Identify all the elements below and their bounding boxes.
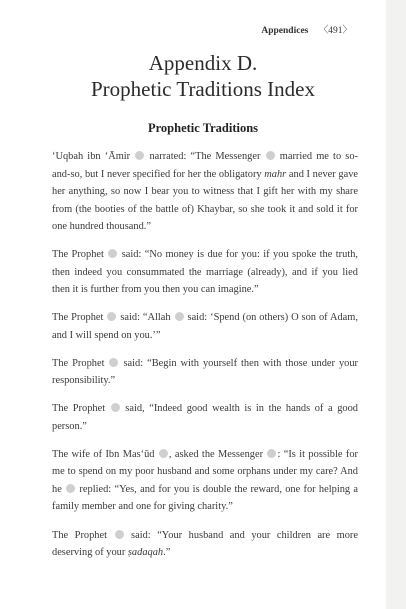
tradition-paragraph bbox=[52, 527, 358, 562]
honorific-icon bbox=[267, 449, 276, 458]
text-run: : “Is it possible for me to spend on my poor husband and some orphans under my care? And he bbox=[52, 448, 358, 495]
running-head-section: Appendices bbox=[261, 26, 309, 36]
honorific-icon bbox=[107, 312, 116, 321]
text-run: said: “Allah bbox=[117, 312, 171, 324]
honorific-icon bbox=[108, 249, 117, 258]
italic-term: ṣadaqah bbox=[127, 547, 164, 559]
text-run: The Prophet bbox=[52, 249, 104, 261]
tradition-paragraph bbox=[52, 246, 358, 299]
chapter-title-line-1: Appendix D. bbox=[148, 51, 258, 75]
text-run: The Prophet bbox=[52, 403, 106, 415]
text-run: said: “Begin with yourself then with those under your responsibility.” bbox=[52, 357, 358, 387]
text-run: said: “No money is due for you: if you spoke the truth, then indeed you consummated the marriage (already), and if you lied then it is further from you then you can imagine.” bbox=[52, 249, 358, 296]
text-run: said, “Indeed good wealth is in the hands of a good person.” bbox=[52, 403, 358, 432]
honorific-icon bbox=[66, 484, 75, 493]
honorific-icon bbox=[115, 530, 124, 539]
tradition-paragraph bbox=[52, 309, 358, 344]
tradition-paragraph bbox=[52, 446, 358, 516]
text-run: married me to so-and-so, but I never specified for her the obligatory bbox=[52, 151, 358, 180]
tradition-paragraph bbox=[52, 400, 358, 435]
chapter-title-line-2: Prophetic Traditions Index bbox=[91, 77, 315, 101]
honorific-icon bbox=[109, 358, 118, 367]
text-run: .” bbox=[163, 547, 171, 559]
honorific-icon bbox=[266, 151, 275, 160]
honorific-icon bbox=[175, 312, 184, 321]
tradition-paragraph bbox=[52, 355, 358, 390]
text-run: said: “Your husband and your children are more deserving of your bbox=[52, 529, 358, 559]
italic-term: mahr bbox=[264, 168, 287, 180]
chapter-title bbox=[0, 50, 406, 102]
tradition-paragraph bbox=[52, 148, 358, 236]
honorific-icon bbox=[159, 449, 168, 458]
text-run: The Prophet bbox=[52, 357, 105, 369]
text-run: said: ‘Spend (on others) O son of Adam, and I will spend on you.’” bbox=[52, 312, 358, 341]
running-head bbox=[261, 22, 352, 36]
text-run: ‘Uqbah ibn ‘Āmir bbox=[52, 151, 131, 162]
text-run: The Prophet bbox=[52, 312, 104, 324]
text-run: and I never gave her anything, so now I bear you to witness that I gift her with my share from (the booties of the battle of) Khaybar, so she took it and sold it for one hundred thousand.” bbox=[52, 168, 358, 232]
text-run: replied: “Yes, and for you is double the reward, one for helping a family member and one for giving charity.” bbox=[52, 483, 359, 513]
text-run: , asked the Messenger bbox=[168, 448, 264, 460]
honorific-icon bbox=[111, 403, 120, 412]
traditions-list bbox=[52, 148, 358, 572]
page-number: 〈491〉 bbox=[318, 26, 352, 36]
honorific-icon bbox=[135, 151, 144, 160]
text-run: narrated: “The Messenger bbox=[145, 151, 261, 162]
section-heading: Prophetic Traditions bbox=[147, 121, 259, 135]
text-run: The wife of Ibn Mas‘ūd bbox=[52, 448, 155, 460]
text-run: The Prophet bbox=[52, 529, 107, 541]
